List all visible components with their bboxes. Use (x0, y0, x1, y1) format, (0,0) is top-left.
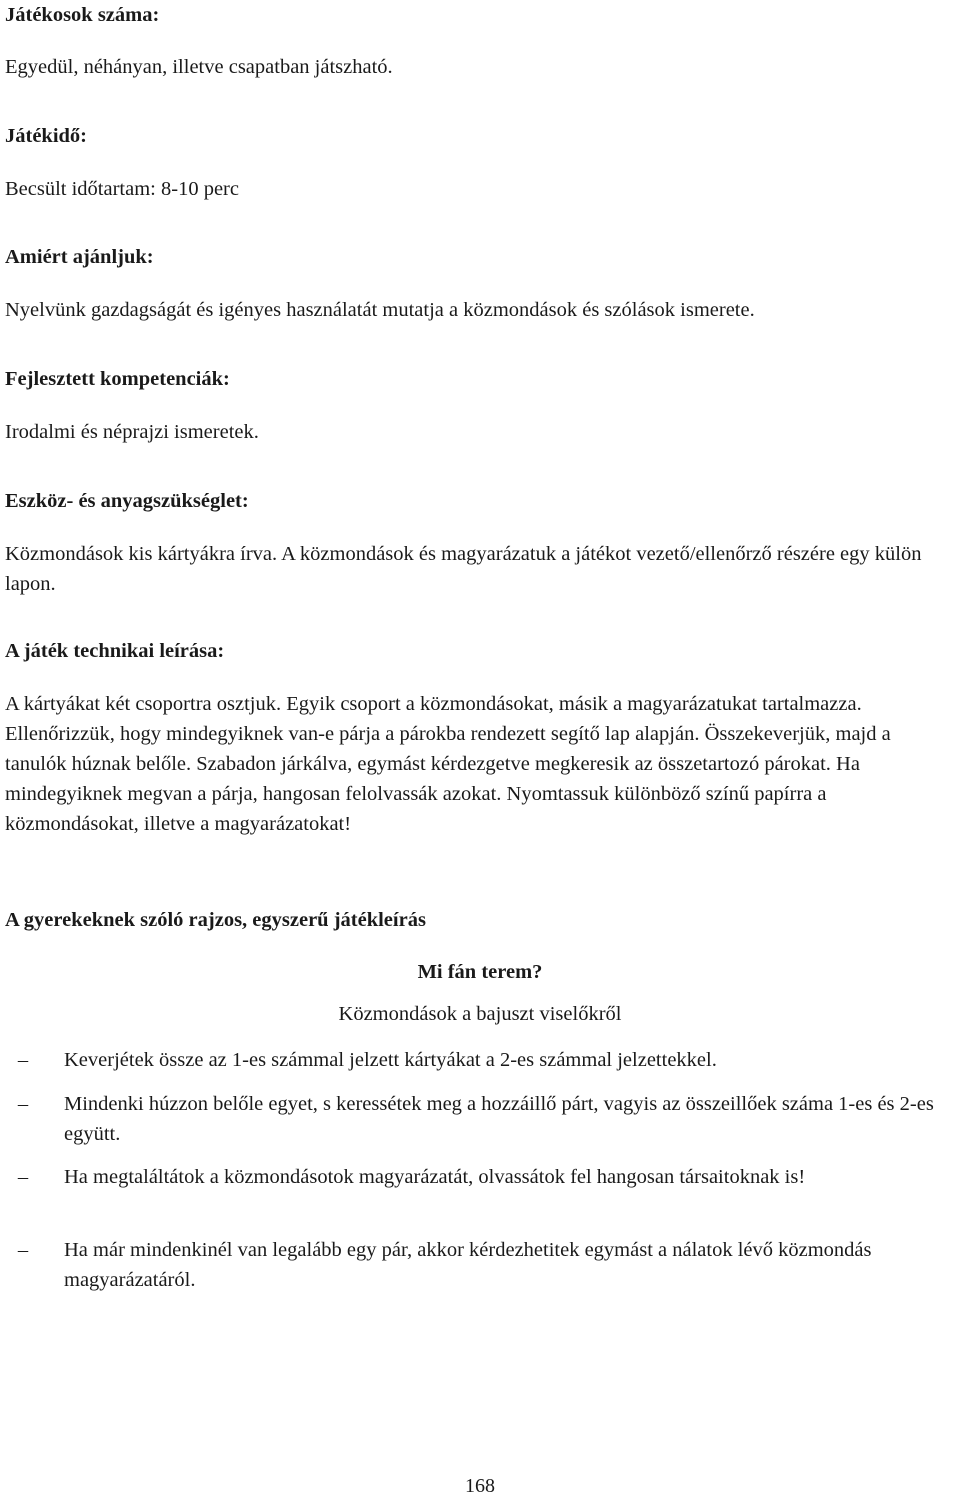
dash-bullet: – (17, 1239, 29, 1261)
list-item (0, 1045, 944, 1075)
game-subtitle: Közmondások a bajuszt viselőkről (338, 1003, 622, 1025)
list-item-text: Keverjétek össze az 1-es számmal jelzett kártyákat a 2-es számmal jelzettekkel. (64, 1049, 717, 1071)
game-title: Mi fán terem? (417, 961, 543, 983)
section-heading-materials: Eszköz- és anyagszükséglet: (5, 490, 249, 512)
section-heading-players: Játékosok száma: (5, 4, 160, 26)
section-heading-technical: A játék technikai leírása: (5, 640, 225, 662)
section-body-technical: A kártyákat két csoportra osztjuk. Egyik csoport a közmondásokat, másik a magyarázatukat tartalmazza. Ellenőrizzük, hogy mindegyiknek van-e párja a párokba rendezett segítő lap alapján. Összekeverjük, majd a tanulók húznak belőle. Szabadon járkálva, egymást kérdezgetve megkeresik az összetartozó párokat. Ha mindegyiknek megvan a párja, hangosan felolvassák azokat. Nyomtassuk különböző színű papírra a közmondásokat, illetve a magyarázatokat! (5, 693, 891, 835)
list-item (0, 1235, 944, 1295)
page-number: 168 (465, 1475, 495, 1497)
section-body-playtime: Becsült időtartam: 8-10 perc (5, 178, 239, 200)
dash-bullet: – (17, 1093, 29, 1115)
list-item (0, 1089, 944, 1149)
section-body-recommendation: Nyelvünk gazdagságát és igényes használatát mutatja a közmondások és szólások ismerete. (5, 299, 755, 321)
section-body-players: Egyedül, néhányan, illetve csapatban játszható. (5, 56, 393, 78)
list-item-text: Ha már mindenkinél van legalább egy pár, akkor kérdezhetitek egymást a nálatok lévő közmondás magyarázatáról. (64, 1239, 872, 1291)
list-item-text: Ha megtaláltátok a közmondásotok magyarázatát, olvassátok fel hangosan társaitoknak is! (64, 1166, 806, 1188)
section-body-materials: Közmondások kis kártyákra írva. A közmondások és magyarázatuk a játékot vezető/ellenőrző részére egy külön lapon. (5, 543, 922, 595)
list-item (0, 1162, 944, 1192)
dash-bullet: – (17, 1166, 29, 1188)
section-heading-competencies: Fejlesztett kompetenciák: (5, 368, 230, 390)
section-heading-playtime: Játékidő: (5, 125, 87, 147)
section-body-competencies: Irodalmi és néprajzi ismeretek. (5, 421, 259, 443)
kids-description-heading: A gyerekeknek szóló rajzos, egyszerű játékleírás (5, 909, 426, 931)
dash-bullet: – (17, 1049, 29, 1071)
section-heading-recommendation: Amiért ajánljuk: (5, 246, 154, 268)
list-item-text: Mindenki húzzon belőle egyet, s keressétek meg a hozzáillő párt, vagyis az összeillőek száma 1-es és 2-es együtt. (64, 1093, 934, 1145)
